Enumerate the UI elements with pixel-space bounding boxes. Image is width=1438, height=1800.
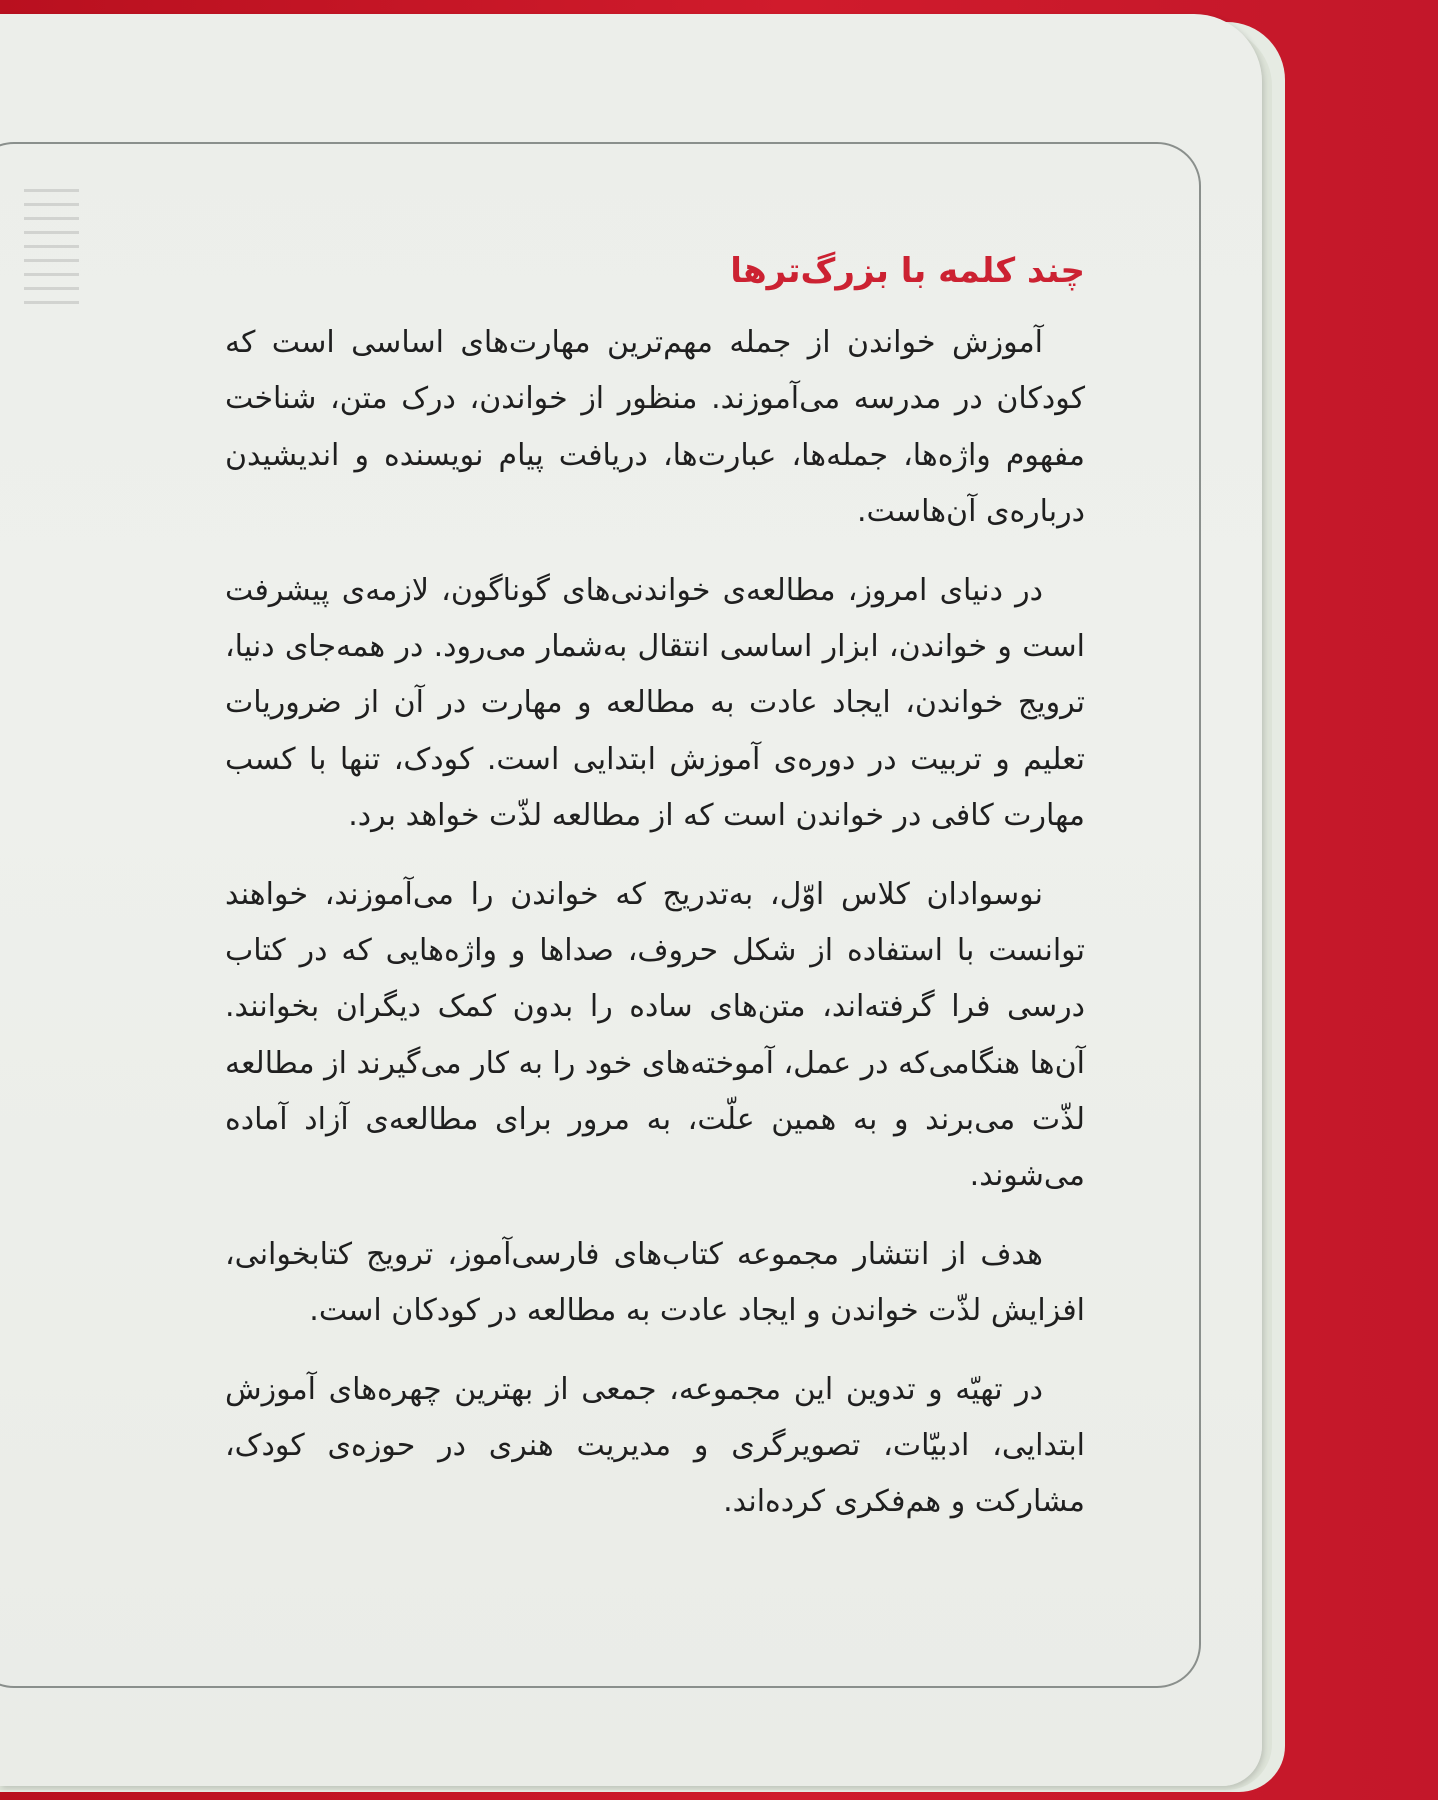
page-heading: چند کلمه با بزرگ‌ترها [730,251,1085,291]
page-content [225,246,1085,1553]
paragraph-1: آموزش خواندن از جمله مهم‌ترین مهارت‌های اساسی است که کودکان در مدرسه می‌آموزند. منظور از خواندن، درک متن، شناخت مفهوم واژه‌ها، جمله‌ها، عبارت‌ها، دریافت پیام نویسنده و اندیشیدن درباره‌ی آن‌هاست. [225,325,1085,530]
paragraph-2: در دنیای امروز، مطالعه‌ی خواندنی‌های گوناگون، لازمه‌ی پیشرفت است و خواندن، ابزار اساسی انتقال به‌شمار می‌رود. در همه‌جای دنیا، ترویج خواندن، ایجاد عادت به مطالعه و مهارت در آن از ضروریات تعلیم و تربیت در دوره‌ی آموزش ابتدایی است. کودک، تنها با کسب مهارت کافی در خواندن است که از مطالعه لذّت خواهد برد. [225,572,1085,834]
book-page [0,14,1262,1786]
paragraph-4: هدف از انتشار مجموعه کتاب‌های فارسی‌آموز، ترویج کتابخوانی، افزایش لذّت خواندن و ایجاد عادت به مطالعه در کودکان است. [225,1236,1085,1329]
paragraph-5: در تهیّه و تدوین این مجموعه، جمعی از بهترین چهره‌های آموزش ابتدایی، ادبیّات، تصویرگری و مدیریت هنری در حوزه‌ی کودک، مشارکت و هم‌فکری کرده‌اند. [225,1371,1085,1520]
paragraph-3: نوسوادان کلاس اوّل، به‌تدریج که خواندن را می‌آموزند، خواهند توانست با استفاده از شکل حروف، صداها و واژه‌هایی که در کتاب درسی فرا گرفته‌اند، متن‌های ساده را بدون کمک دیگران بخوانند. آن‌ها هنگامی‌که در عمل، آموخته‌های خود را به کار می‌گیرند از مطالعه لذّت می‌برند و به همین علّت، به مرور برای مطالعه‌ی آزاد آماده می‌شوند. [225,876,1085,1194]
